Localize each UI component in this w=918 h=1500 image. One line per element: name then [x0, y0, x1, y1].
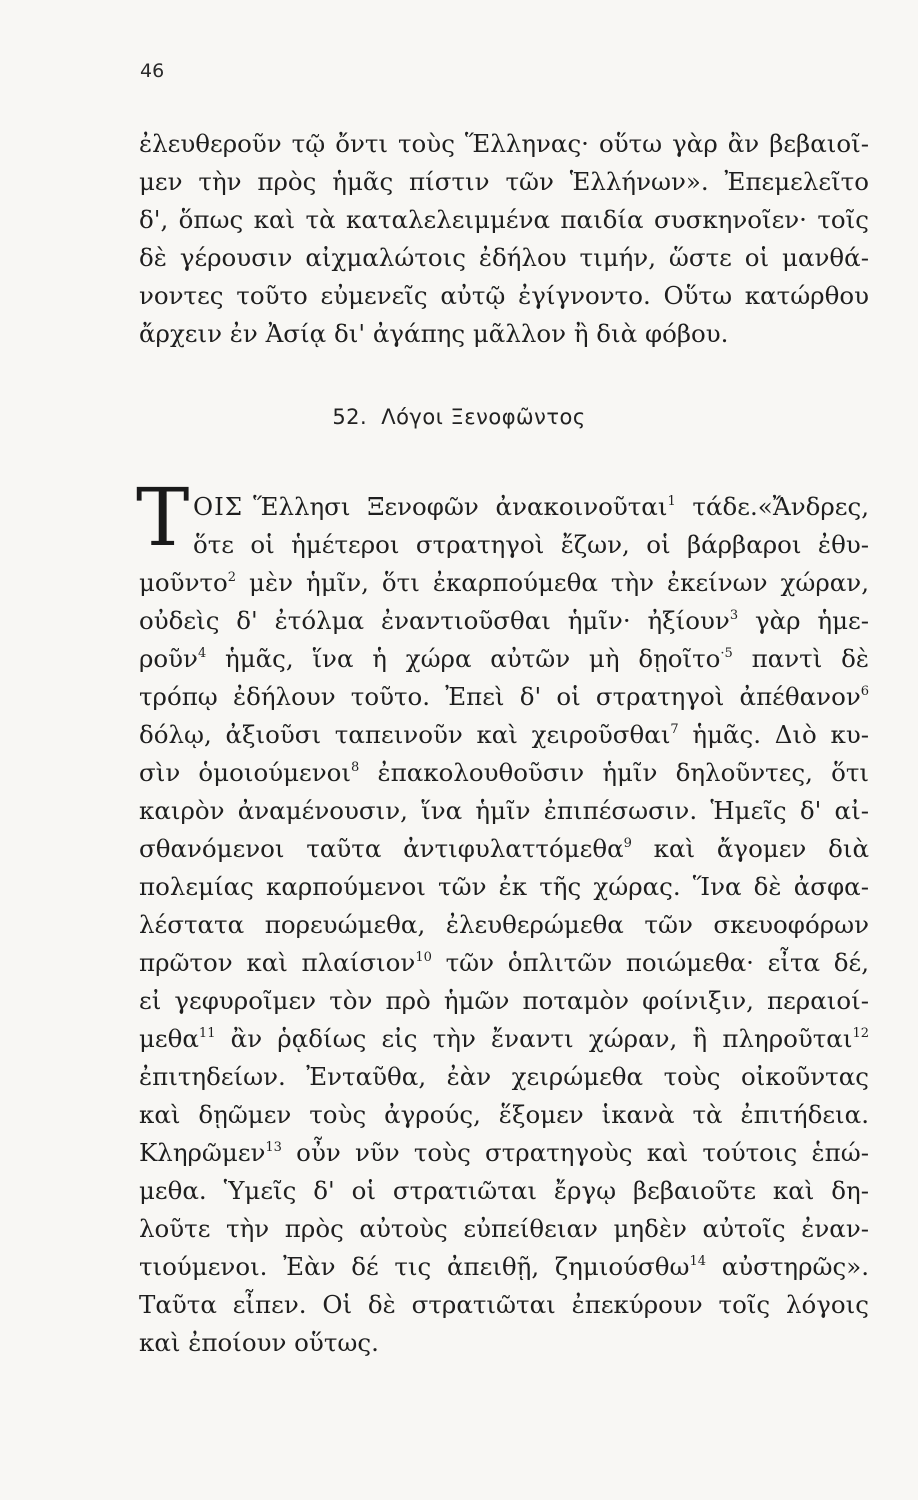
text-segment: καὶ δῃῶμεν τοὺς ἀγρούς, ἕξομεν ἱκανὰ τὰ ἐπιτήδεια. — [139, 1100, 869, 1129]
text-segment: λέστατα πορευώμεθα, ἐλευθερώμεθα τῶν σκευοφόρων — [139, 910, 869, 939]
footnote-ref: 12 — [852, 1026, 869, 1041]
text-segment: ἐπιτηδείων. Ἐνταῦθα, ἐὰν χειρώμεθα τοὺς οἰκοῦντας — [139, 1062, 869, 1091]
first-word: ΟΙΣ — [193, 492, 244, 521]
text-line — [139, 602, 869, 640]
footnote-ref: 1 — [667, 494, 676, 509]
footnote-ref: 4 — [197, 646, 207, 661]
text-segment: τιούμενοι. Ἐὰν δέ τις ἀπειθῇ, ζημιούσθω — [139, 1252, 690, 1281]
footnote-ref: 8 — [350, 760, 360, 775]
text-line — [139, 1248, 869, 1286]
drop-cap: Τ — [136, 471, 190, 564]
text-line — [139, 1058, 869, 1096]
footnote-ref: 2 — [227, 570, 237, 585]
footnote-ref: 3 — [729, 608, 739, 623]
footnote-ref: 7 — [670, 722, 679, 737]
text-line — [139, 640, 869, 678]
text-segment: ἡμᾶς, ἵνα ἡ χώρα αὐτῶν μὴ δῃοῖτο — [206, 644, 721, 673]
text-segment: σὶν ὁμοιούμενοι — [139, 758, 351, 787]
text-line — [139, 830, 869, 868]
text-line — [139, 1096, 869, 1134]
section-heading — [0, 405, 918, 429]
text-line: ἄρχειν ἐν Ἀσίᾳ δι' ἀγάπης μᾶλλον ἢ διὰ φόβου. — [139, 319, 729, 348]
text-line: δὲ γέρουσιν αἰχμαλώτοις ἐδήλου τιμήν, ὥστε οἱ μανθά- — [139, 243, 869, 272]
text-line — [139, 868, 869, 906]
text-line — [139, 982, 869, 1020]
text-segment: καιρὸν ἀναμένουσιν, ἵνα ἡμῖν ἐπιπέσωσιν. Ἡμεῖς δ' αἰ- — [139, 796, 869, 825]
text-line — [139, 1172, 869, 1210]
footnote-ref: 10 — [415, 950, 432, 965]
text-line — [193, 488, 869, 526]
footnote-ref: 9 — [623, 836, 632, 851]
text-segment: τῶν ὁπλιτῶν ποιώμεθα· εἶτα δέ, — [431, 948, 869, 977]
text-segment: τάδε.«Ἄνδρες, — [675, 492, 869, 521]
text-segment: παντὶ δὲ — [732, 644, 869, 673]
text-segment: ἡμᾶς. Διὸ κυ- — [678, 720, 869, 749]
text-line — [139, 1286, 869, 1324]
text-line — [139, 1210, 869, 1248]
text-segment: οὖν νῦν τοὺς στρατηγοὺς καὶ τούτοις ἑπώ- — [281, 1138, 869, 1167]
footnote-ref: ·5 — [720, 646, 733, 661]
section-number: 52. — [332, 405, 368, 429]
text-segment: μεθα — [139, 1024, 199, 1053]
text-segment: σθανόμενοι ταῦτα ἀντιφυλαττόμεθα — [139, 834, 624, 863]
text-segment: ἂν ῥᾳδίως εἰς τὴν ἔναντι χώραν, ἣ πληροῦται — [215, 1024, 853, 1053]
text-segment: τρόπῳ ἐδήλουν τοῦτο. Ἐπεὶ δ' οἱ στρατηγοὶ ἀπέθανον — [139, 682, 861, 711]
text-line — [139, 716, 869, 754]
text-segment: καὶ ἄγομεν διὰ — [631, 834, 869, 863]
text-segment: Ταῦτα εἶπεν. Οἱ δὲ στρατιῶται ἐπεκύρουν τοῖς λόγοις — [139, 1290, 869, 1319]
text-line — [139, 564, 869, 602]
text-segment: πολεμίας καρπούμενοι τῶν ἐκ τῆς χώρας. Ἵνα δὲ ἀσφα- — [139, 872, 869, 901]
text-line: μεν τὴν πρὸς ἡμᾶς πίστιν τῶν Ἑλλήνων». Ἐπεμελεῖτο — [139, 167, 869, 196]
text-segment: εἰ γεφυροῖμεν τὸν πρὸ ἡμῶν ποταμὸν φοίνιξιν, περαιοί- — [139, 986, 869, 1015]
text-segment: αὐστηρῶς». — [706, 1252, 869, 1281]
text-line: ἐλευθεροῦν τῷ ὄντι τοὺς Ἕλληνας· οὕτω γὰρ ἂν βεβαιοῖ- — [139, 129, 869, 158]
text-segment: Κληρῶμεν — [139, 1138, 266, 1167]
text-line: δ', ὅπως καὶ τὰ καταλελειμμένα παιδία συσκηνοῖεν· τοῖς — [139, 205, 869, 234]
text-segment: γὰρ ἡμε- — [738, 606, 869, 635]
text-segment: καὶ ἐποίουν οὕτως. — [139, 1328, 379, 1357]
footnote-ref: 14 — [689, 1254, 706, 1269]
footnote-ref: 11 — [198, 1026, 216, 1041]
text-line — [139, 906, 869, 944]
text-segment: οὐδεὶς δ' ἐτόλμα ἐναντιοῦσθαι ἡμῖν· ἠξίουν — [139, 606, 730, 635]
text-line — [139, 1020, 869, 1058]
text-line — [139, 944, 869, 982]
footnote-ref: 13 — [265, 1140, 282, 1155]
section-title: Λόγοι Ξενοφῶντος — [381, 405, 586, 429]
text-line — [139, 1324, 869, 1362]
footnote-ref: 6 — [860, 684, 869, 699]
text-segment: μεθα. Ὑμεῖς δ' οἱ στρατιῶται ἔργῳ βεβαιοῦτε καὶ δη- — [139, 1176, 869, 1205]
text-segment: ὅτε οἱ ἡμέτεροι στρατηγοὶ ἔζων, οἱ βάρβαροι ἐθυ- — [193, 530, 869, 559]
text-line — [193, 526, 869, 564]
text-line — [139, 792, 869, 830]
text-line — [139, 678, 869, 716]
text-line — [139, 1134, 869, 1172]
text-line: νοντες τοῦτο εὐμενεῖς αὐτῷ ἐγίγνοντο. Οὕτω κατώρθου — [139, 281, 869, 310]
text-segment: ροῦν — [139, 644, 198, 673]
text-segment: πρῶτον καὶ πλαίσιον — [139, 948, 416, 977]
text-segment: Ἕλλησι Ξενοφῶν ἀνακοινοῦται — [253, 492, 668, 521]
text-segment: μὲν ἡμῖν, ὅτι ἐκαρπούμεθα τὴν ἐκείνων χώραν, — [236, 568, 869, 597]
page-number: 46 — [140, 60, 165, 82]
text-segment: δόλῳ, ἀξιοῦσι ταπεινοῦν καὶ χειροῦσθαι — [139, 720, 671, 749]
text-segment: ἐπακολουθοῦσιν ἡμῖν δηλοῦντες, ὅτι — [359, 758, 870, 787]
text-line — [139, 754, 869, 792]
text-segment: μοῦντο — [139, 568, 228, 597]
text-segment: λοῦτε τὴν πρὸς αὐτοὺς εὐπείθειαν μηδὲν αὐτοῖς ἐναν- — [139, 1214, 869, 1243]
